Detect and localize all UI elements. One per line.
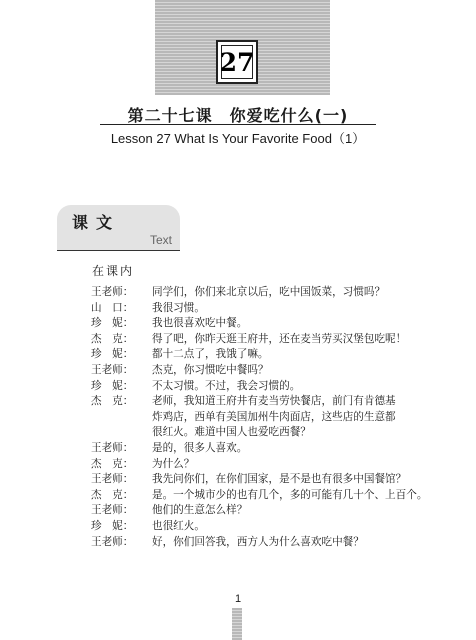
- speaker-name: 杰 克：: [91, 457, 134, 470]
- dialogue-line: [91, 410, 396, 426]
- speaker-name: 王老师：: [91, 286, 134, 298]
- speaker-name: 珍 妮：: [91, 348, 134, 361]
- speech-text: 不太习惯。不过，我会习惯的。: [152, 379, 301, 392]
- speaker-name: 珍 妮：: [91, 379, 134, 392]
- speech-text: 炸鸡店，西单有美国加州牛肉面店，这些店的生意都: [152, 410, 396, 423]
- speech-text: 他们的生意怎么样？: [152, 504, 248, 517]
- speech-text: 也很红火。: [152, 519, 205, 532]
- dialogue-line: [91, 441, 391, 457]
- speech-text: 得了吧，你昨天逛王府井，还在麦当劳买汉堡包吃呢！: [152, 332, 407, 345]
- speaker-name: 王老师：: [91, 535, 134, 548]
- page-number: 1: [234, 593, 242, 605]
- dialogue-line: [91, 425, 391, 441]
- speech-text: 很红火。难道中国人也爱吃西餐？: [152, 426, 311, 439]
- speaker-name: 王老师：: [91, 473, 134, 486]
- dialogue-line: [91, 347, 391, 363]
- dialogue-line: [91, 394, 396, 410]
- speech-text: 为什么？: [152, 457, 195, 470]
- dialogue-line: [91, 363, 391, 379]
- dialogue-line: [91, 457, 391, 473]
- lesson-number-box: [216, 40, 258, 84]
- speaker-name: 杰 克：: [91, 488, 134, 501]
- speech-text: 是的，很多人喜欢。: [152, 441, 248, 454]
- speech-text: 我先问你们，在你们国家，是不是也有很多中国餐馆？: [152, 473, 407, 486]
- dialogue-line: [91, 535, 391, 551]
- dialogue-line: [91, 316, 391, 332]
- dialogue-line: [91, 503, 391, 519]
- speaker-name: 王老师：: [91, 504, 134, 517]
- speech-text: 同学们，你们来北京以后，吃中国饭菜，习惯吗？: [152, 286, 386, 298]
- speaker-name: 杰 克：: [91, 395, 134, 408]
- lesson-title-english: Lesson 27 What Is Your Favorite Food（1）: [110, 131, 366, 146]
- dialogue-line: [91, 519, 391, 535]
- dialogue: [91, 285, 428, 550]
- speech-text: 是。一个城市少的也有几个，多的可能有几十个、上百个。: [152, 488, 428, 501]
- speaker-name: 珍 妮：: [91, 519, 134, 532]
- page-number-decoration: [232, 608, 242, 640]
- title-divider: [100, 124, 376, 125]
- speech-text: 杰克，你习惯吃中餐吗？: [152, 363, 269, 376]
- speech-text: 我也很喜欢吃中餐。: [152, 317, 248, 330]
- speech-text: 好，你们回答我，西方人为什么喜欢吃中餐？: [152, 535, 364, 548]
- speech-text: 都十二点了，我饿了嘛。: [152, 348, 269, 361]
- speech-text: 我很习惯。: [152, 301, 205, 314]
- subheading: 在课内: [92, 264, 135, 278]
- lesson-title-chinese: 第二十七课 你爱吃什么(一): [127, 106, 349, 125]
- dialogue-line: [91, 472, 407, 488]
- dialogue-line: [91, 332, 407, 348]
- section-title-english: Text: [149, 233, 172, 247]
- section-title-chinese: 课文: [72, 213, 121, 232]
- dialogue-line: [91, 285, 391, 301]
- speaker-name: 杰 克：: [91, 332, 134, 345]
- speaker-name: 山 口：: [91, 301, 134, 314]
- dialogue-line: [91, 301, 391, 317]
- speaker-name: 王老师：: [91, 363, 134, 376]
- lesson-number: 27: [221, 45, 253, 79]
- speech-text: 老师，我知道王府井有麦当劳快餐店，前门有肯德基: [152, 395, 396, 408]
- section-divider: [57, 250, 180, 251]
- dialogue-line: [91, 379, 391, 395]
- speaker-name: 珍 妮：: [91, 317, 134, 330]
- dialogue-line: [91, 488, 428, 504]
- speaker-name: 王老师：: [91, 441, 134, 454]
